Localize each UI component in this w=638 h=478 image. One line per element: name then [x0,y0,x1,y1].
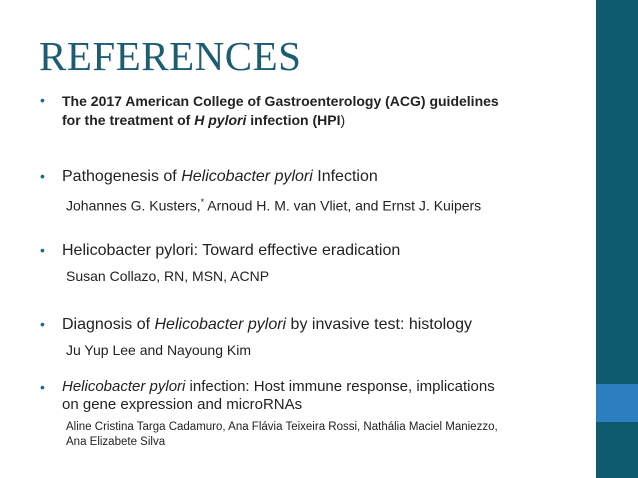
reference-4-title: Diagnosis of Helicobacter pylori by invasive test: histology [62,316,472,333]
reference-2-title: Pathogenesis of Helicobacter pylori Infection [62,168,378,185]
reference-5 [40,378,586,450]
reference-4 [40,314,586,360]
bullet: • [40,316,45,332]
bullet: • [40,92,45,108]
side-band-accent [596,384,638,422]
reference-1 [40,92,586,130]
bullet: • [40,379,45,395]
reference-3-authors: Susan Collazo, RN, MSN, ACNP [66,268,270,284]
reference-4-authors: Ju Yup Lee and Nayoung Kim [66,342,251,358]
reference-5-authors: Aline Cristina Targa Cadamuro, Ana Flávia Teixeira Rossi, Nathália Maciel Maniezzo, Ana Elizabete Silva [66,421,498,448]
reference-3 [40,240,586,286]
bullet: • [40,168,45,184]
reference-1-title: The 2017 American College of Gastroenterology (ACG) guidelines for the treatment of H pylori infection (HPI) [62,93,499,128]
reference-3-title: Helicobacter pylori: Toward effective eradication [62,242,401,259]
reference-5-title: Helicobacter pylori infection: Host immune response, implications on gene expression and microRNAs [62,378,495,413]
reference-2 [40,166,586,216]
slide-title: REFERENCES [39,33,302,79]
bullet: • [40,242,45,258]
reference-2-authors: Johannes G. Kusters,* Arnoud H. M. van Vliet, and Ernst J. Kuipers [66,197,482,214]
